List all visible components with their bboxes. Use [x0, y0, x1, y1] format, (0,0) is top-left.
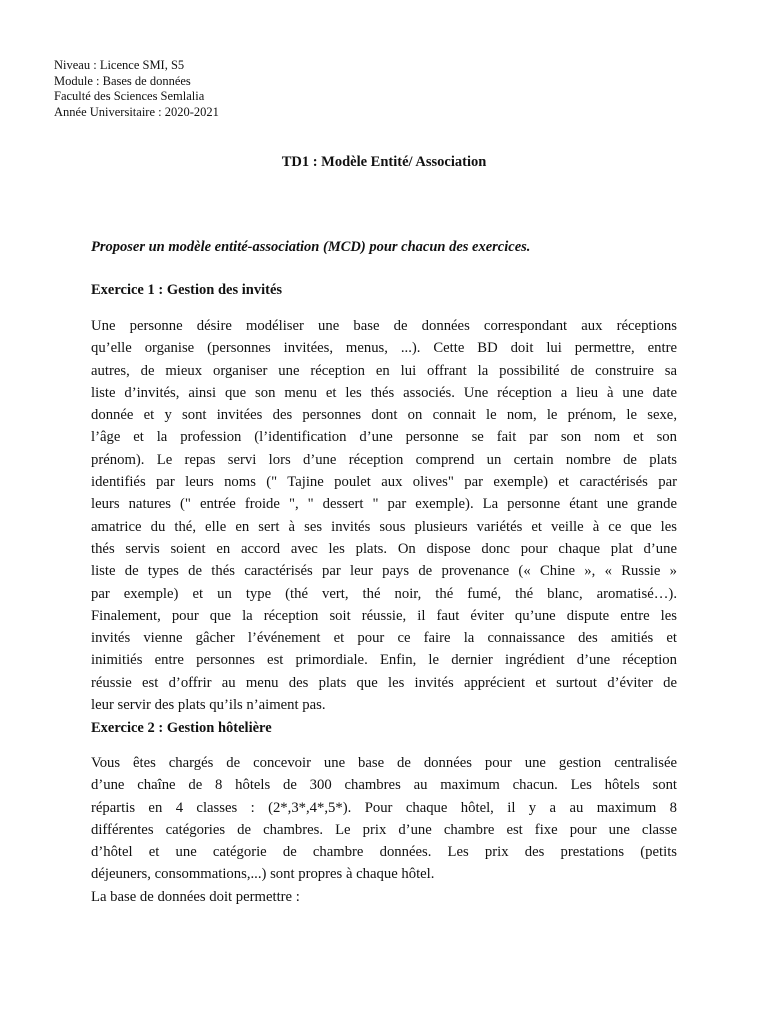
- paragraph-line: donnée et y sont invitées des personnes dont on connait le nom, le prénom, le sexe,: [91, 407, 677, 424]
- paragraph-line: inimitiés entre personnes est primordiale. Enfin, le dernier ingrédient d’une réception: [91, 652, 677, 669]
- exercise-2-body: [91, 752, 677, 886]
- paragraph-line: prénom). Le repas servi lors d’une réception comprend un certain nombre de plats: [91, 451, 677, 468]
- paragraph-line: réussie est d’offrir au menu des plats que les invités apprécient et surtout d’éviter de: [91, 674, 677, 691]
- paragraph-line: liste d’invités, ainsi que son menu et les thés associés. Une réception a lieu à une date: [91, 384, 677, 401]
- exercise-1-heading: Exercice 1 : Gestion des invités: [91, 282, 283, 298]
- paragraph-line: autres, de mieux organiser une réception en lui offrant la possibilité de construire sa: [91, 362, 677, 379]
- header-module: Module : Bases de données: [54, 73, 191, 88]
- paragraph-line: qu’elle organise (personnes invitées, menus, ...). Cette BD doit lui permettre, entre: [91, 340, 677, 357]
- paragraph-line: thés servis soient en accord avec les plats. On dispose donc pour chaque plat d’une: [91, 540, 677, 557]
- course-header: [54, 58, 219, 120]
- header-academic-year: Année Universitaire : 2020-2021: [54, 104, 219, 119]
- document-title: TD1 : Modèle Entité/ Association: [281, 154, 487, 170]
- paragraph-line: déjeuners, consommations,...) sont propres à chaque hôtel.: [91, 866, 435, 883]
- exercise-1-body: [91, 315, 677, 716]
- paragraph-line: liste de types de thés caractérisés par leur pays de provenance (« Chine », « Russie »: [91, 563, 677, 580]
- paragraph-line: identifiés par leurs noms (" Tajine poulet aux olives" par exemple) et caractérisés par: [91, 474, 677, 491]
- intro-instruction: Proposer un modèle entité-association (MCD) pour chacun des exercices.: [91, 239, 531, 255]
- paragraph-line: leurs natures (" entrée froide ", " dessert " par exemple). La personne étant une grande: [91, 496, 677, 513]
- paragraph-line: d’une chaîne de 8 hôtels de 300 chambres au maximum chacun. Les hôtels sont: [91, 777, 677, 794]
- paragraph-line: Finalement, pour que la réception soit réussie, il faut éviter qu’une dispute entre les: [91, 607, 677, 624]
- paragraph-line: invités vienne gâcher l’événement et pour ce faire la connaissance des amitiés et: [91, 630, 677, 647]
- paragraph-line: l’âge et la profession (l’identification d’une personne se fait par son nom et son: [91, 429, 677, 446]
- paragraph-line: amatrice du thé, elle en sert à ses invités sous plusieurs variétés et veille à ce que les: [91, 518, 677, 535]
- header-level: Niveau : Licence SMI, S5: [54, 58, 185, 72]
- paragraph-line: leur servir des plats qu’ils n’aiment pas.: [91, 697, 326, 714]
- header-faculty: Faculté des Sciences Semlalia: [54, 89, 205, 103]
- paragraph-line: Vous êtes chargés de concevoir une base de données pour une gestion centralisée: [91, 755, 677, 771]
- paragraph-line: d’hôtel et une catégorie de chambre données. Les prix des prestations (petits: [91, 844, 677, 861]
- paragraph-line: répartis en 4 classes : (2*,3*,4*,5*). Pour chaque hôtel, il y a au maximum 8: [91, 799, 677, 816]
- exercise-2-heading: Exercice 2 : Gestion hôtelière: [91, 720, 272, 736]
- paragraph-line: par exemple) et un type (thé vert, thé noir, thé fumé, thé blanc, aromatisé…).: [91, 585, 677, 602]
- paragraph-line: différentes catégories de chambres. Le prix d’une chambre est fixe pour une classe: [91, 821, 677, 838]
- paragraph-line: Une personne désire modéliser une base de données correspondant aux réceptions: [91, 318, 677, 334]
- closing-sentence: La base de données doit permettre :: [91, 889, 300, 905]
